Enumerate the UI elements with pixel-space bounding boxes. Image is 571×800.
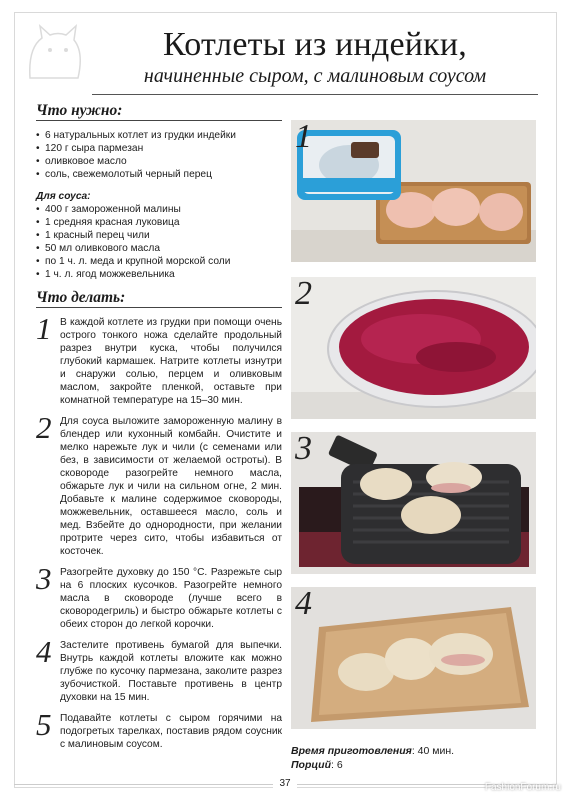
page-title: Котлеты из индейки, xyxy=(163,26,467,63)
step-number: 1 xyxy=(36,311,52,346)
step-4-photo xyxy=(291,587,536,729)
step-5 xyxy=(36,707,282,751)
portions-label: Порций xyxy=(291,759,331,771)
cooking-time-label: Время приготовления xyxy=(291,745,412,757)
sauce-heading: Для соуса: xyxy=(36,191,91,202)
list-item: • 6 натуральных котлет из грудки индейки xyxy=(36,129,282,142)
cat-ornament-icon xyxy=(20,18,90,88)
list-item: • соль, свежемолотый черный перец xyxy=(36,168,282,181)
list-item: • 50 мл оливкового масла xyxy=(36,242,282,255)
list-item: • по 1 ч. л. меда и крупной морской соли xyxy=(36,255,282,268)
step-number: 5 xyxy=(36,707,52,742)
photo-number: 4 xyxy=(295,585,312,622)
step-number: 2 xyxy=(36,410,52,445)
step-3-photo xyxy=(291,432,536,574)
photo-number: 1 xyxy=(295,118,312,155)
step-text: Подавайте котлеты с сыром горячими на подогретых тарелках, поставив рядом соусник с малиновым соусом. xyxy=(60,713,282,750)
photo-number: 3 xyxy=(295,430,312,467)
step-1 xyxy=(36,311,282,407)
title-divider xyxy=(92,94,538,95)
cooking-time-value: : 40 мин. xyxy=(411,745,455,757)
list-item: • 400 г замороженной малины xyxy=(36,203,282,216)
step-number: 4 xyxy=(36,634,52,669)
watermark: FashionForum.ru xyxy=(484,782,561,793)
step-4 xyxy=(36,634,282,704)
recipe-text-column xyxy=(36,104,282,751)
ingredients-list xyxy=(36,129,282,181)
cooking-time xyxy=(291,744,454,758)
list-item: • 1 ч. л. ягод можжевельника xyxy=(36,268,282,281)
list-item: • 1 средняя красная луковица xyxy=(36,216,282,229)
method-steps xyxy=(36,311,282,751)
sauce-ingredients-list xyxy=(36,203,282,281)
step-text: В каждой котлете из грудки при помощи очень острого тонкого ножа сделайте продольный разрез внутри куска, чтобы получился глубокий кармашек. Натрите котлеты изнутри и снаружи солью, перцем и оливковым маслом, закройте пленкой, оставьте при комнатной температуре на 15–30 мин. xyxy=(60,317,282,406)
step-1-photo xyxy=(291,120,536,262)
portions xyxy=(291,758,454,772)
step-text: Застелите противень бумагой для выпечки. Внутрь каждой котлеты вложите как можно глубже по кусочку пармезана, заколите разрез зубочисткой. Поставьте противень в центр духовки на 15 мин. xyxy=(60,640,282,703)
list-item: • оливковое масло xyxy=(36,155,282,168)
ingredients-heading: Что нужно: xyxy=(36,104,282,121)
step-number: 3 xyxy=(36,561,52,596)
portions-value: : 6 xyxy=(331,759,343,771)
photo-number: 2 xyxy=(295,275,312,312)
recipe-info xyxy=(291,744,454,772)
page-number: 37 xyxy=(273,774,297,794)
list-item: • 120 г сыра пармезан xyxy=(36,142,282,155)
page-subtitle: начиненные сыром, с малиновым соусом xyxy=(143,65,487,87)
step-text: Разогрейте духовку до 150 °С. Разрежьте сыр на 6 плоских кусочков. Разогрейте немного масла в сковороде (лучше всего в сковородегриль) и быстро обжарьте котлеты с обеих сторон до легкой корочки. xyxy=(60,567,282,630)
recipe-title xyxy=(90,26,540,88)
step-2 xyxy=(36,410,282,558)
step-text: Для соуса выложите замороженную малину в блендер или кухонный комбайн. Очистите и мелко нарежьте лук и чили (с семенами или без, в зависимости от желаемой остроты). В сковороде разогрейте немного масла, обжарьте лук и чили на сильном огне, 2 мин. Добавьте к малине содержимое сковороды, можжевельник, оставшееся масло, соль и мед. Взбейте до однородности, при желании протрите через сито, чтобы избавиться от косточек. xyxy=(60,416,282,557)
step-2-photo xyxy=(291,277,536,419)
method-heading: Что делать: xyxy=(36,291,282,308)
step-3 xyxy=(36,561,282,631)
list-item: • 1 красный перец чили xyxy=(36,229,282,242)
